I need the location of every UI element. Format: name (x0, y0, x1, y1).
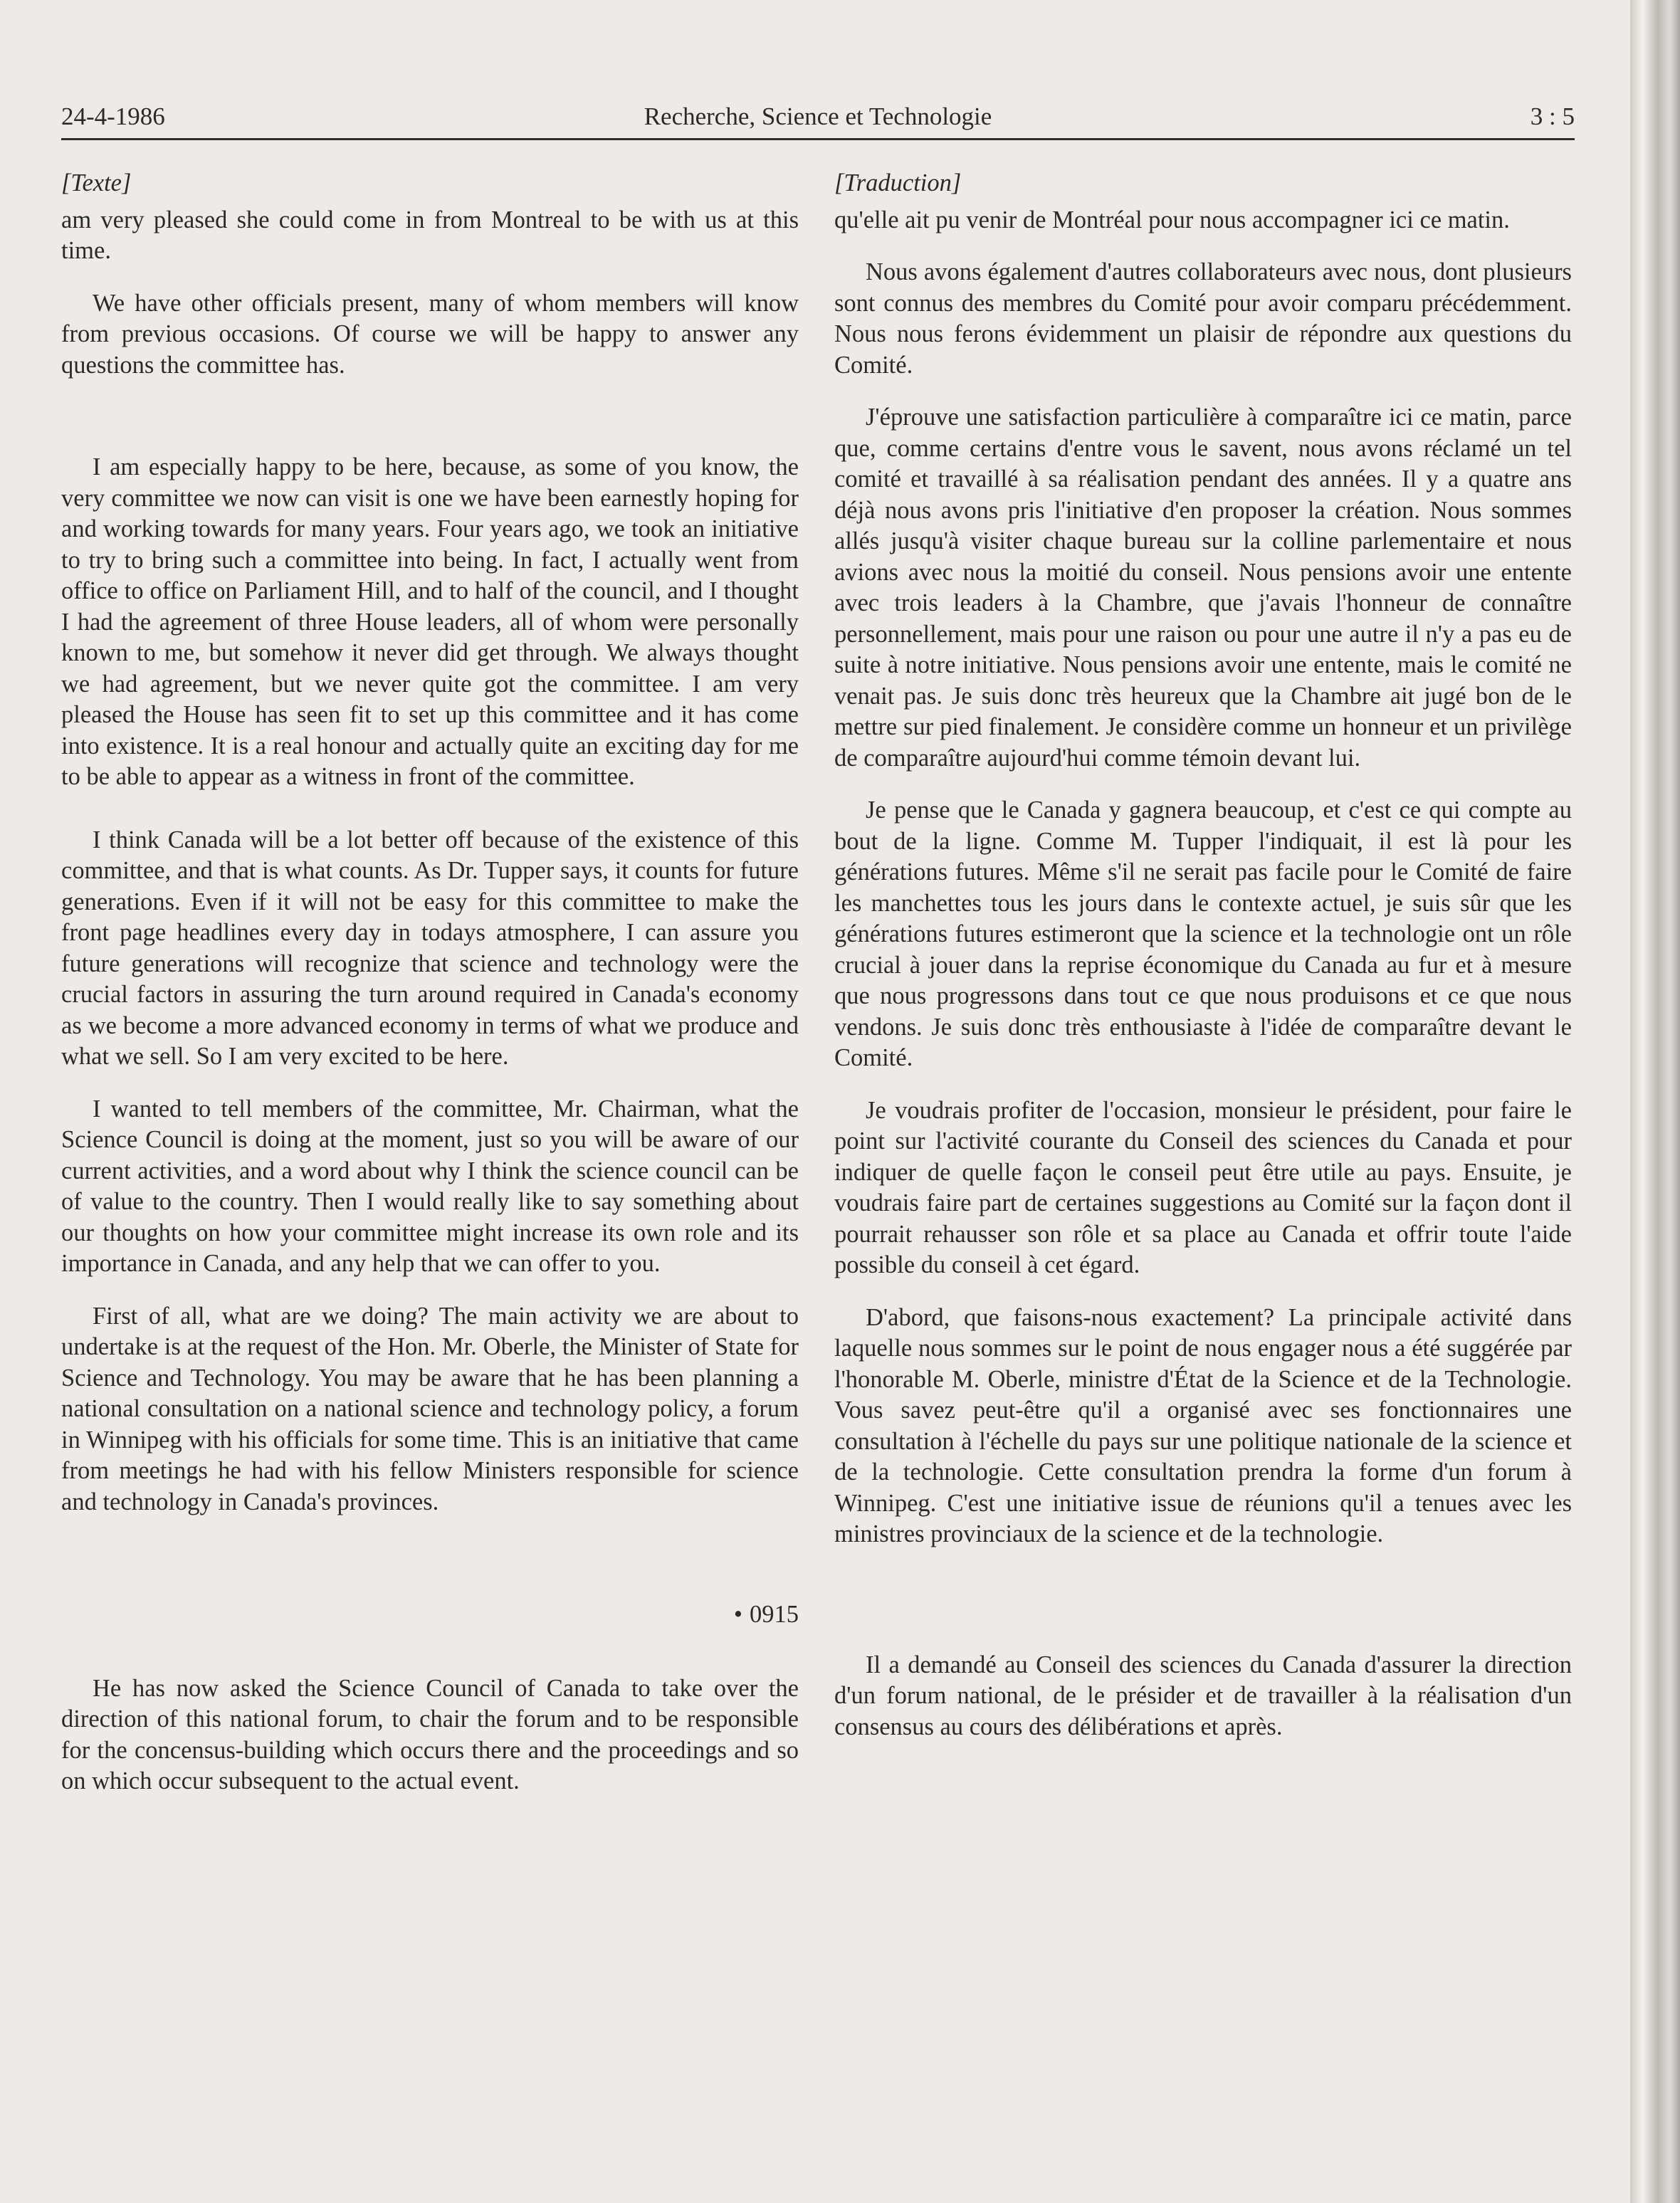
french-column (834, 168, 1572, 1764)
paragraph: I think Canada will be a lot better off because of the existence of this committee, and that is what counts. As Dr. Tupper says, it counts for future generations. Even if it will not be easy for this committee to make the front page headlines every day in todays atmosphere, I can assure you future generations will recognize that science and technology were the crucial factors in assuring the turn around required in Canada's economy as we become a more advanced economy in terms of what we produce and what we sell. So I am very excited to be here. (61, 826, 799, 1070)
paragraph: Je pense que le Canada y gagnera beaucoup, et c'est ce qui compte au bout de la ligne. Comme M. Tupper l'indiquait, il est là pour les générations futures. Même s'il ne serait pas facile pour le Comité de faire les manchettes tous les jours dans le contexte actuel, je suis sûr que les générations futures estimeront que la science et la technologie ont un rôle crucial à jouer dans la reprise économique du Canada au fur et à mesure que nous progressons dans tout ce que nous produisons et ce que nous vendons. Je suis donc très enthousiaste à l'idée de comparaître devant le Comité. (834, 796, 1572, 1071)
paragraph: He has now asked the Science Council of Canada to take over the direction of this national forum, to chair the forum and to be responsible for the concensus-building which occurs there and the proceedings and so on which occur subsequent to the actual event. (61, 1674, 799, 1794)
section-label-traduction: [Traduction] (834, 169, 962, 196)
bullet-icon: • (733, 1601, 742, 1628)
paragraph: qu'elle ait pu venir de Montréal pour nous accompagner ici ce matin. (834, 206, 1510, 233)
page-binding-edge (1630, 0, 1680, 2203)
paragraph: Je voudrais profiter de l'occasion, monsieur le président, pour faire le point sur l'activité courante du Conseil des sciences du Canada et pour indiquer de quelle façon le conseil peut être utile au pays. Ensuite, je voudrais faire part de certaines suggestions au Comité sur la façon dont il pourrait rehausser son rôle et sa place au Canada et offrir toute l'aide possible du conseil à cet égard. (834, 1096, 1572, 1278)
header-page-number: 3 : 5 (1530, 102, 1575, 130)
header-title: Recherche, Science et Technologie (644, 102, 992, 130)
section-label-texte: [Texte] (61, 169, 132, 196)
time-marker (61, 1599, 799, 1631)
header-date: 24-4-1986 (61, 102, 165, 130)
paragraph: J'éprouve une satisfaction particulière à comparaître ici ce matin, parce que, comme certains d'entre vous le savent, nous avons réclamé un tel comité et travaillé à sa réalisation pendant des années. Il y a quatre ans déjà nous avons pris l'initiative d'en proposer la création. Nous sommes allés jusqu'à visiter chaque bureau sur la colline parlementaire et nous avions avec nous la moitié du conseil. Nous pensions avoir une entente avec trois leaders à la Chambre, que j'avais l'honneur de connaître personnellement, mais pour une raison ou pour une autre il n'y a pas eu de suite à notre initiative. Nous pensions avoir une entente, mais le comité ne venait pas. Je suis donc très heureux que la Chambre ait jugé bon de le mettre sur pied finalement. Je considère comme un honneur et un privilège de comparaître aujourd'hui comme témoin devant lui. (834, 404, 1572, 772)
paragraph: We have other officials present, many of whom members will know from previous occasions. Of course we will be happy to answer any questions the committee has. (61, 289, 799, 379)
paragraph: am very pleased she could come in from Montreal to be with us at this time. (61, 206, 799, 264)
running-header (61, 100, 1575, 140)
paragraph: D'abord, que faisons-nous exactement? La principale activité dans laquelle nous sommes sur le point de nous engager nous a été suggérée par l'honorable M. Oberle, ministre d'État de la Science et de la Technologie. Vous savez peut-être qu'il a organisé avec ses fonctionnaires une consultation à l'échelle du pays sur une politique nationale de la science et de la technologie. Cette consultation prendra la forme d'un forum à Winnipeg. C'est une initiative issue de réunions qu'il a tenues avec les ministres provinciaux de la science et de la technologie. (834, 1303, 1572, 1547)
paragraph: Nous avons également d'autres collaborateurs avec nous, dont plusieurs sont connus des membres du Comité pour avoir comparu précédemment. Nous nous ferons évidemment un plaisir de répondre aux questions du Comité. (834, 258, 1572, 379)
paragraph: Il a demandé au Conseil des sciences du Canada d'assurer la direction d'un forum national, de le présider et de travailler à la réalisation d'un consensus au cours des délibérations et après. (834, 1651, 1572, 1740)
paragraph: I wanted to tell members of the committee, Mr. Chairman, what the Science Council is doing at the moment, just so you will be aware of our current activities, and a word about why I think the science council can be of value to the country. Then I would really like to say something about our thoughts on how your committee might increase its own role and its importance in Canada, and any help that we can offer to you. (61, 1095, 799, 1277)
time-marker-value: 0915 (750, 1601, 799, 1628)
paragraph: I am especially happy to be here, because, as some of you know, the very committee we now can visit is one we have been earnestly hoping for and working towards for many years. Four years ago, we took an initiative to try to bring such a committee into being. In fact, I actually went from office to office on Parliament Hill, and to half of the council, and I thought I had the agreement of three House leaders, all of whom were personally known to me, but somehow it never did get through. We always thought we had agreement, but we never quite got the committee. I am very pleased the House has seen fit to set up this committee and it has come into existence. It is a real honour and actually quite an exciting day for me to be able to appear as a witness in front of the committee. (61, 453, 799, 790)
paragraph: First of all, what are we doing? The main activity we are about to undertake is at the request of the Hon. Mr. Oberle, the Minister of State for Science and Technology. You may be aware that he has been planning a national consultation on a national science and technology policy, a forum in Winnipeg with his officials for some time. This is an initiative that came from meetings he had with his fellow Ministers responsible for science and technology in Canada's provinces. (61, 1302, 799, 1515)
english-column (61, 168, 799, 1819)
